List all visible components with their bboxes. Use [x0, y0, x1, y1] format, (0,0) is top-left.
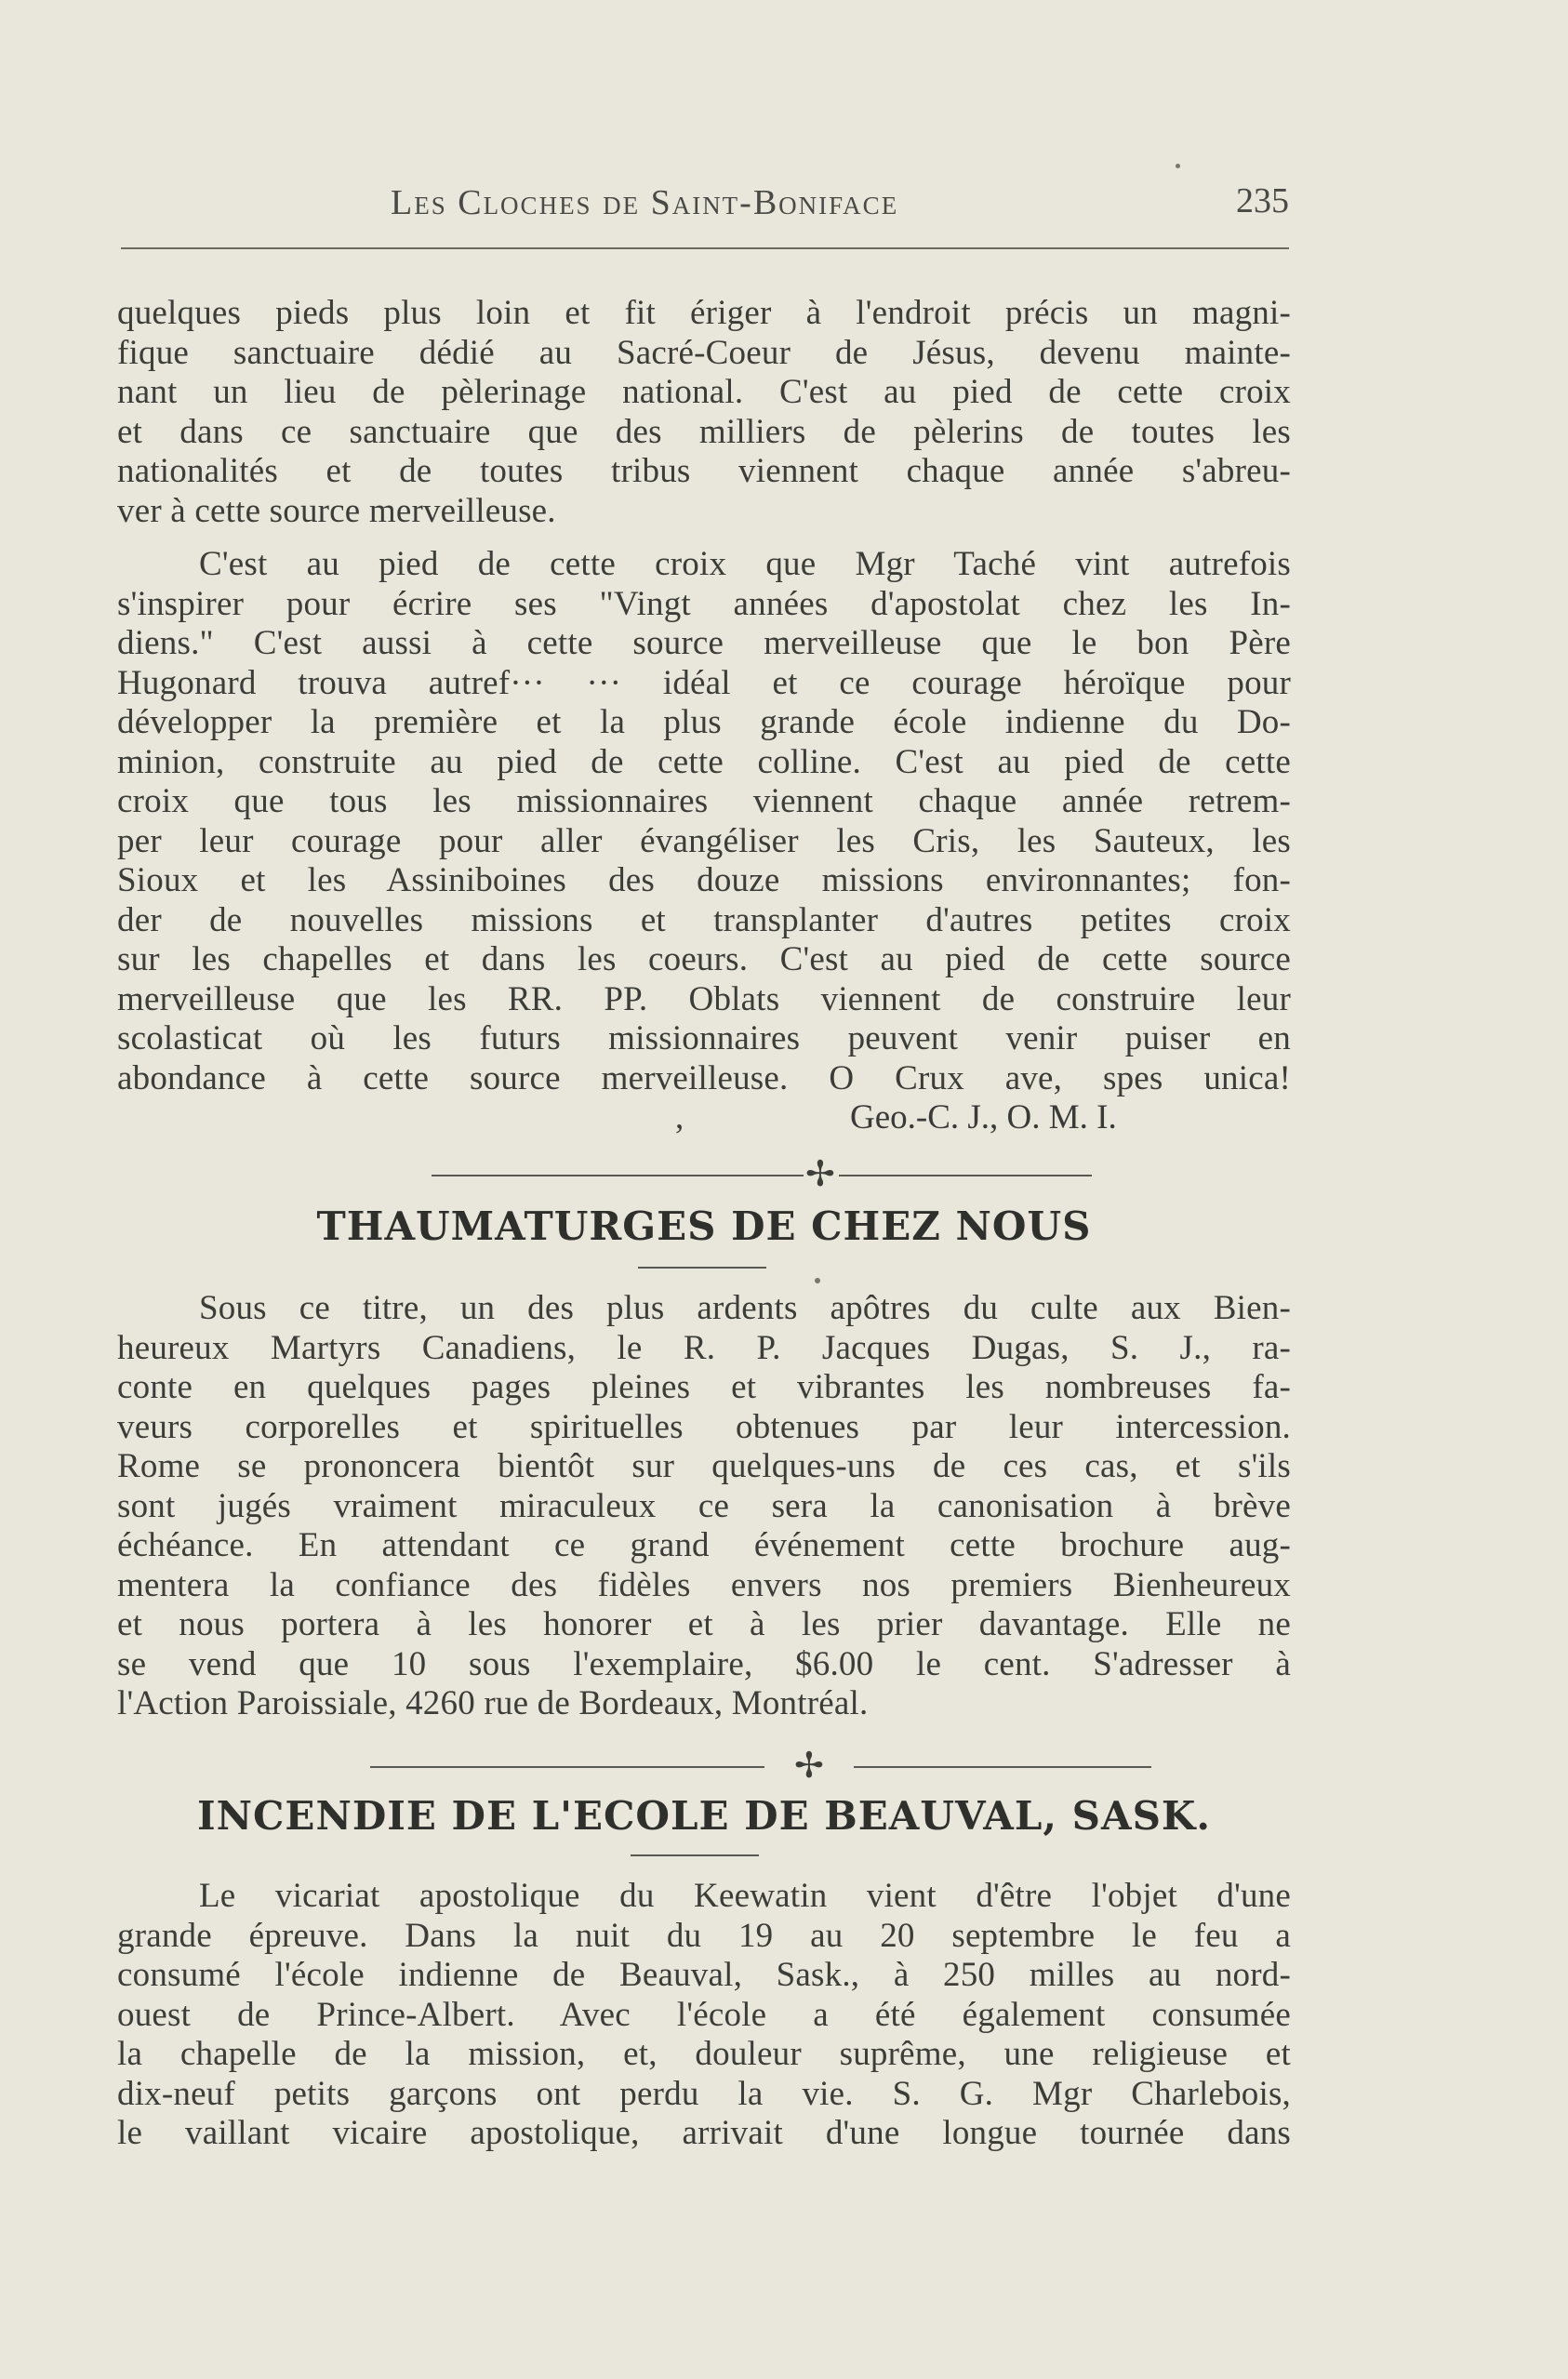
text-line: merveilleuse que les RR. PP. Oblats viennent de construire leur	[117, 979, 1291, 1018]
text-line: fique sanctuaire dédié au Sacré-Coeur de Jésus, devenu mainte-	[117, 333, 1291, 372]
text-line: développer la première et la plus grande école indienne du Do-	[117, 703, 1291, 741]
text-line: la chapelle de la mission, et, douleur suprême, une religieuse et	[117, 2035, 1291, 2073]
text-line: veurs corporelles et spirituelles obtenues par leur intercession.	[117, 1407, 1291, 1446]
text-line: l'Action Paroissiale, 4260 rue de Bordeaux, Montréal.	[117, 1684, 869, 1722]
text-line: grande épreuve. Dans la nuit du 19 au 20 septembre le feu a	[117, 1916, 1291, 1955]
page-number: 235	[1236, 181, 1289, 220]
section-1-body	[117, 1289, 1291, 1724]
text-line: consumé l'école indienne de Beauval, Sask., à 250 milles au nord-	[117, 1956, 1291, 1994]
text-line: abondance à cette source merveilleuse. O Crux ave, spes unica!	[117, 1058, 1291, 1097]
text-line: Le vicariat apostolique du Keewatin vient d'être l'objet d'une	[199, 1877, 1291, 1915]
section-title-incendie: INCENDIE DE L'ECOLE DE BEAUVAL, SASK.	[196, 1793, 1212, 1839]
text-line: sur les chapelles et dans les coeurs. C'est au pied de cette source	[117, 940, 1291, 978]
divider-rule-left	[432, 1175, 804, 1176]
signature: Geo.-C. J., O. M. I.	[850, 1098, 1117, 1136]
text-line: Sioux et les Assiniboines des douze missions environnantes; fon-	[117, 861, 1291, 899]
text-line: scolasticat où les futurs missionnaires peuvent venir puiser en	[117, 1019, 1291, 1057]
text-line: s'inspirer pour écrire ses "Vingt années d'apostolat chez les In-	[117, 584, 1291, 623]
divider-rule-left	[370, 1766, 764, 1768]
text-line: conte en quelques pages pleines et vibrantes les nombreuses fa-	[117, 1368, 1291, 1406]
speck	[815, 1278, 820, 1283]
text-line: Sous ce titre, un des plus ardents apôtres du culte aux Bien-	[199, 1289, 1291, 1327]
signature-line	[117, 1098, 1291, 1138]
text-line: ver à cette source merveilleuse.	[117, 491, 556, 530]
divider-rule-right	[839, 1175, 1092, 1176]
divider-rule-right	[854, 1766, 1151, 1768]
title-underline	[638, 1267, 766, 1269]
section-title-thaumaturges: THAUMATURGES DE CHEZ NOUS	[316, 1203, 1092, 1249]
running-head	[121, 177, 1289, 229]
ornament-divider	[117, 1153, 1291, 1194]
text-line: heureux Martyrs Canadiens, le R. P. Jacques Dugas, S. J., ra-	[117, 1328, 1291, 1367]
text-line: et nous portera à les honorer et à les prier davantage. Elle ne	[117, 1605, 1291, 1643]
signature-comma: ,	[675, 1098, 684, 1136]
text-line: mentera la confiance des fidèles envers nos premiers Bienheureux	[117, 1565, 1291, 1604]
text-line: ouest de Prince-Albert. Avec l'école a été également consumée	[117, 1995, 1291, 2034]
header-rule	[121, 247, 1289, 249]
running-title: Les Cloches de Saint-Boniface	[391, 183, 899, 222]
text-line: et dans ce sanctuaire que des milliers de pèlerins de toutes les	[117, 412, 1291, 451]
text-line: échéance. En attendant ce grand événement cette brochure aug-	[117, 1526, 1291, 1564]
text-line: Rome se prononcera bientôt sur quelques-uns de ces cas, et s'ils	[117, 1447, 1291, 1485]
text-line: dix-neuf petits garçons ont perdu la vie. S. G. Mgr Charlebois,	[117, 2074, 1291, 2113]
cross-ornament-icon: ✢	[794, 1745, 824, 1786]
text-line: diens." C'est aussi à cette source merveilleuse que le bon Père	[117, 624, 1291, 662]
text-line: nationalités et de toutes tribus viennent chaque année s'abreu-	[117, 452, 1291, 490]
second-paragraph	[117, 545, 1291, 1138]
text-line: nant un lieu de pèlerinage national. C'est au pied de cette croix	[117, 373, 1291, 411]
text-line: Hugonard trouva autref··· ··· idéal et ce courage héroïque pour	[117, 663, 1291, 702]
text-line: le vaillant vicaire apostolique, arrivait d'une longue tournée dans	[117, 2114, 1291, 2152]
text-line: der de nouvelles missions et transplanter d'autres petites croix	[117, 900, 1291, 939]
section-2-body	[117, 1877, 1291, 2154]
title-underline	[631, 1854, 759, 1856]
text-line: per leur courage pour aller évangéliser les Cris, les Sauteux, les	[117, 821, 1291, 860]
text-line: minion, construite au pied de cette colline. C'est au pied de cette	[117, 742, 1291, 781]
text-line: sont jugés vraiment miraculeux ce sera la canonisation à brève	[117, 1486, 1291, 1525]
continued-paragraph	[117, 294, 1291, 531]
speck	[1176, 164, 1180, 168]
text-line: C'est au pied de cette croix que Mgr Taché vint autrefois	[199, 545, 1291, 583]
text-line: croix que tous les missionnaires viennent chaque année retrem-	[117, 782, 1291, 820]
text-line: quelques pieds plus loin et fit ériger à l'endroit précis un magni-	[117, 294, 1291, 332]
cross-ornament-icon: ✢	[805, 1153, 835, 1194]
ornament-divider	[117, 1745, 1291, 1786]
text-line: se vend que 10 sous l'exemplaire, $6.00 le cent. S'adresser à	[117, 1644, 1291, 1683]
